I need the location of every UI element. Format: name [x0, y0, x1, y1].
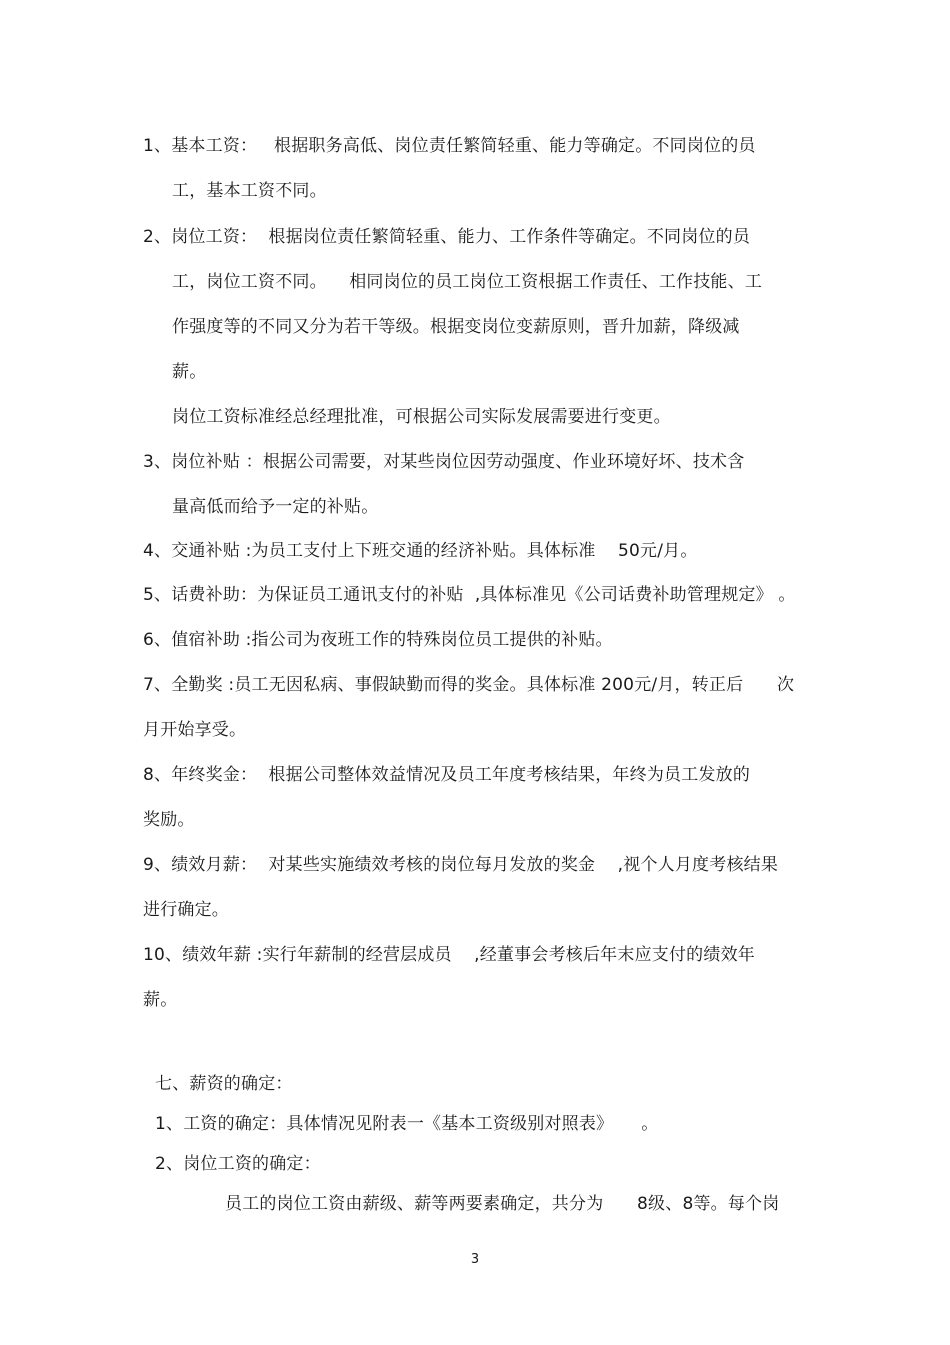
text-line-15: 8、年终奖金： 根据公司整体效益情况及员工年度考核结果，年终为员工发放的: [143, 765, 751, 785]
text-line-11: 5、话费补助：为保证员工通讯支付的补贴 ,具体标准见《公司话费补助管理规定》 。: [143, 585, 796, 605]
text-line-2: 工，基本工资不同。: [172, 181, 327, 201]
text-line-20: 薪。: [143, 990, 178, 1010]
text-line-18: 进行确定。: [143, 900, 229, 920]
text-line-6: 薪。: [172, 362, 207, 382]
text-line-24: 员工的岗位工资由薪级、薪等两要素确定，共分为 8级、8等。每个岗: [225, 1194, 780, 1214]
section-heading: 七、薪资的确定：: [155, 1074, 293, 1094]
text-line-10: 4、交通补贴 :为员工支付上下班交通的经济补贴。具体标准 50元/月。: [143, 541, 698, 561]
text-line-17: 9、绩效月薪： 对某些实施绩效考核的岗位每月发放的奖金 ,视个人月度考核结果: [143, 855, 779, 875]
text-line-16: 奖励。: [143, 810, 195, 830]
text-line-22: 1、工资的确定：具体情况见附表一《基本工资级别对照表》 。: [155, 1114, 659, 1134]
text-line-19: 10、绩效年薪 :实行年薪制的经营层成员 ,经董事会考核后年末应支付的绩效年: [143, 945, 755, 965]
text-line-12: 6、值宿补助 :指公司为夜班工作的特殊岗位员工提供的补贴。: [143, 630, 613, 650]
text-line-8: 3、岗位补贴 ：根据公司需要，对某些岗位因劳动强度、作业环境好坏、技术含: [143, 452, 745, 472]
text-line-4: 工，岗位工资不同。 相同岗位的员工岗位工资根据工作责任、工作技能、工: [172, 272, 763, 292]
text-line-9: 量高低而给予一定的补贴。: [172, 497, 379, 517]
text-line-23: 2、岗位工资的确定：: [155, 1154, 321, 1174]
text-line-1: 1、基本工资： 根据职务高低、岗位责任繁简轻重、能力等确定。不同岗位的员: [143, 136, 756, 156]
text-line-13: 7、全勤奖 :员工无因私病、事假缺勤而得的奖金。具体标准 200元/月，转正后 次: [143, 675, 795, 695]
page-number: 3: [470, 1252, 480, 1267]
text-line-3: 2、岗位工资： 根据岗位责任繁简轻重、能力、工作条件等确定。不同岗位的员: [143, 227, 751, 247]
text-line-14: 月开始享受。: [143, 720, 247, 740]
text-line-5: 作强度等的不同又分为若干等级。根据变岗位变薪原则，晋升加薪，降级减: [172, 317, 740, 337]
text-line-7: 岗位工资标准经总经理批准，可根据公司实际发展需要进行变更。: [172, 407, 671, 427]
